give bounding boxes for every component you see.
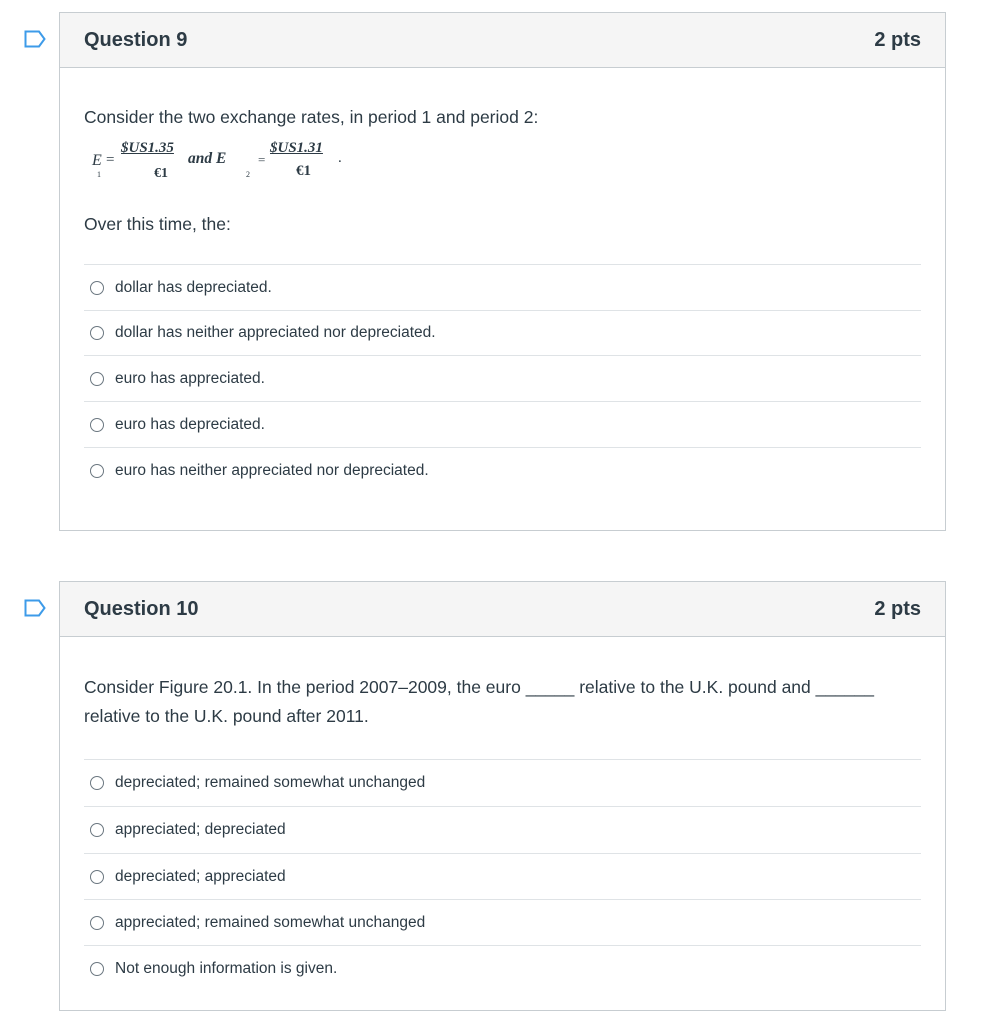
formula-e2-subscript: 2 xyxy=(246,170,250,179)
formula-e1-equals: = xyxy=(106,152,115,168)
radio-button[interactable] xyxy=(90,372,104,386)
answer-option[interactable] xyxy=(84,447,921,493)
formula-e1-numerator: $US1.35 xyxy=(121,140,174,156)
formula-e1-symbol: E xyxy=(92,152,102,169)
radio-button[interactable] xyxy=(90,823,104,837)
answer-label: depreciated; remained somewhat unchanged xyxy=(115,774,426,791)
answer-option[interactable] xyxy=(84,853,921,899)
question-card-10 xyxy=(59,581,946,1011)
question-points: 2 pts xyxy=(874,597,921,620)
radio-button[interactable] xyxy=(90,464,104,478)
question-header xyxy=(60,582,945,637)
answer-option[interactable] xyxy=(84,899,921,945)
formula-connector: and E xyxy=(188,150,227,167)
answer-label: appreciated; depreciated xyxy=(115,821,286,838)
answer-label: depreciated; appreciated xyxy=(115,867,286,885)
answer-list xyxy=(84,264,921,493)
question-card-9 xyxy=(59,12,946,531)
question-body xyxy=(60,103,945,493)
radio-button[interactable] xyxy=(90,776,104,790)
answer-option[interactable] xyxy=(84,806,921,853)
answer-label: euro has neither appreciated nor depreciated. xyxy=(115,461,429,479)
question-title: Question 9 xyxy=(84,28,188,51)
answer-option[interactable] xyxy=(84,759,921,806)
radio-button[interactable] xyxy=(90,916,104,930)
question-prompt-line1: Consider Figure 20.1. In the period 2007–2009, the euro _____ relative to the U.K. pound and ______ xyxy=(84,677,875,697)
question-title: Question 10 xyxy=(84,597,199,620)
answer-label: dollar has depreciated. xyxy=(115,278,272,296)
radio-button[interactable] xyxy=(90,418,104,432)
formula-e1-subscript: 1 xyxy=(97,170,101,179)
question-prompt: Consider the two exchange rates, in period 1 and period 2: xyxy=(84,107,539,127)
answer-label: euro has depreciated. xyxy=(115,415,265,433)
answer-list xyxy=(84,759,921,991)
answer-label: Not enough information is given. xyxy=(115,959,338,977)
question-body xyxy=(60,673,945,991)
answer-label: euro has appreciated. xyxy=(115,369,265,387)
formula-e1-denominator: €1 xyxy=(154,166,168,181)
answer-option[interactable] xyxy=(84,355,921,401)
question-prompt-line2: relative to the U.K. pound after 2011. xyxy=(84,706,369,726)
answer-option[interactable] xyxy=(84,310,921,355)
bookmark-flag-icon[interactable] xyxy=(24,599,46,617)
formula-end: . xyxy=(338,150,342,166)
bookmark-flag-icon[interactable] xyxy=(24,30,46,48)
radio-button[interactable] xyxy=(90,962,104,976)
question-header xyxy=(60,13,945,68)
formula-e2-denominator: €1 xyxy=(296,163,311,179)
radio-button[interactable] xyxy=(90,326,104,340)
radio-button[interactable] xyxy=(90,281,104,295)
question-followup: Over this time, the: xyxy=(84,214,231,234)
answer-label: appreciated; remained somewhat unchanged xyxy=(115,913,426,931)
answer-option[interactable] xyxy=(84,264,921,310)
answer-label: dollar has neither appreciated nor depreciated. xyxy=(115,324,436,341)
radio-button[interactable] xyxy=(90,870,104,884)
answer-option[interactable] xyxy=(84,401,921,447)
question-points: 2 pts xyxy=(874,28,921,51)
exchange-rate-formula xyxy=(84,140,921,190)
formula-e2-numerator: $US1.31 xyxy=(270,140,323,156)
answer-option[interactable] xyxy=(84,945,921,991)
formula-e2-equals: = xyxy=(258,152,266,167)
